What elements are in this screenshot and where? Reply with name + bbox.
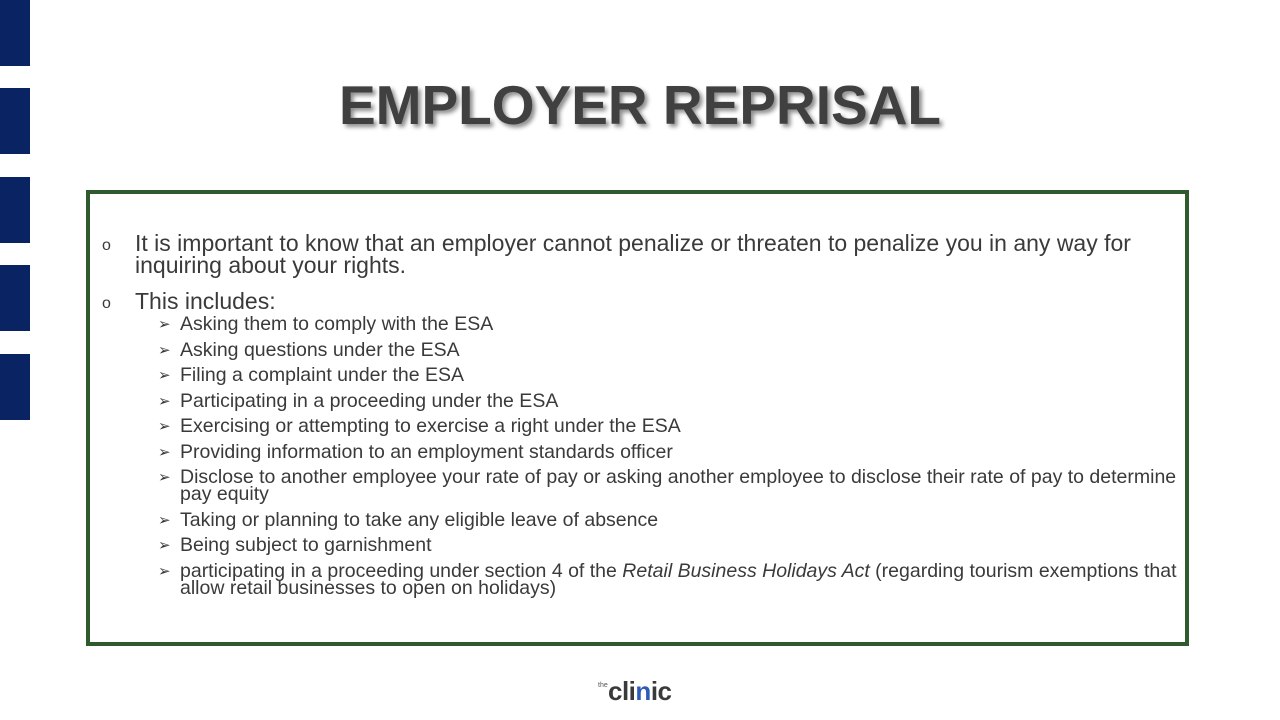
- sub-bullet-item: [158, 508, 1178, 531]
- arrow-bullet-icon: ➢: [158, 562, 171, 580]
- side-bar-block: [0, 0, 30, 66]
- arrow-bullet-icon: ➢: [158, 469, 171, 486]
- clinic-logo: [596, 676, 686, 706]
- sub-bullet-text: Asking questions under the ESA: [180, 338, 460, 361]
- content-box: [86, 190, 1189, 646]
- bullet-item: [102, 232, 1172, 276]
- sub-bullet-item: [158, 389, 1178, 412]
- arrow-bullet-icon: ➢: [158, 316, 171, 333]
- circle-bullet-icon: o: [102, 237, 111, 254]
- sub-bullet-text: Asking them to comply with the ESA: [180, 313, 494, 335]
- sub-bullet-text-end: (regarding tourism exemptions that allow retail businesses to open on holidays): [180, 559, 1177, 599]
- side-bar-block: [0, 354, 30, 420]
- sub-bullet-text: Taking or planning to take any eligible leave of absence: [180, 508, 659, 531]
- sub-bullet-item: [158, 415, 1178, 437]
- logo-text-end: ic: [650, 676, 672, 706]
- sub-bullet-text-start: participating in a proceeding under section 4 of the: [180, 559, 623, 582]
- logo-wordmark: [608, 676, 672, 706]
- sub-bullet-item: [158, 364, 1178, 386]
- slide-title: EMPLOYER REPRISAL: [338, 74, 942, 136]
- sub-bullet-item: [158, 559, 1178, 599]
- side-bar-block: [0, 177, 30, 243]
- arrow-bullet-icon: ➢: [158, 443, 171, 461]
- bullet-text: This includes:: [135, 288, 276, 314]
- logo-prefix: the: [598, 682, 608, 689]
- bullet-item: [102, 290, 1172, 312]
- circle-bullet-icon: o: [102, 295, 111, 312]
- act-name: Retail Business Holidays Act: [622, 559, 870, 582]
- side-bar-block: [0, 265, 30, 331]
- arrow-bullet-icon: ➢: [158, 418, 171, 435]
- arrow-bullet-icon: ➢: [158, 392, 171, 410]
- sub-bullet-text: Being subject to garnishment: [180, 534, 432, 556]
- sub-bullet-text: Providing information to an employment standards officer: [180, 440, 673, 463]
- sub-bullet-item: [158, 534, 1178, 556]
- sub-bullet-item: [158, 313, 1178, 335]
- arrow-bullet-icon: ➢: [158, 511, 171, 529]
- arrow-bullet-icon: ➢: [158, 367, 171, 384]
- arrow-bullet-icon: ➢: [158, 341, 171, 359]
- sub-bullet-text: Filing a complaint under the ESA: [180, 364, 464, 386]
- bullet-text: It is important to know that an employer cannot penalize or threaten to penalize you in any way for inquiring about your rights.: [135, 230, 1131, 278]
- sub-bullet-item: [158, 466, 1178, 505]
- sub-bullet-text: Disclose to another employee your rate of pay or asking another employee to disclose their rate of pay to determine pay equity: [180, 466, 1177, 505]
- logo-text-accent: n: [635, 676, 651, 706]
- sub-bullet-item: [158, 338, 1178, 361]
- arrow-bullet-icon: ➢: [158, 537, 171, 554]
- sub-bullet-list: [158, 313, 1178, 605]
- sub-bullet-text: Exercising or attempting to exercise a right under the ESA: [180, 415, 681, 437]
- logo-text-start: cli: [608, 676, 636, 706]
- sub-bullet-item: [158, 440, 1178, 463]
- sub-bullet-text: Participating in a proceeding under the ESA: [180, 389, 559, 412]
